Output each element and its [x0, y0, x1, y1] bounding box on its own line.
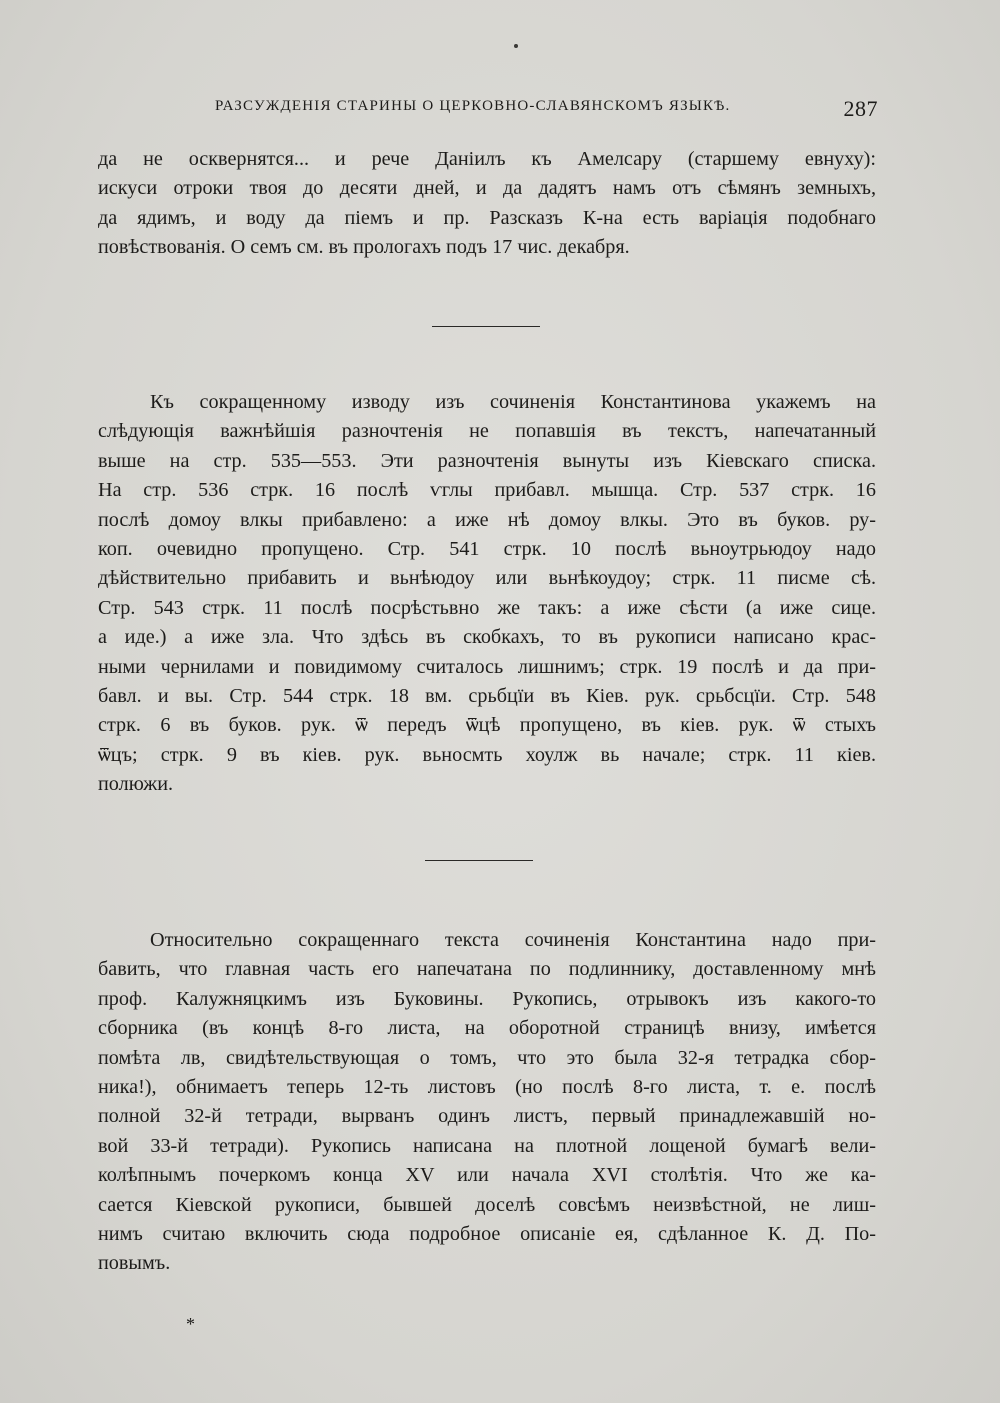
text-line: сборника (въ концѣ 8-го листа, на оборотной страницѣ внизу, имѣется	[98, 1017, 876, 1040]
text-line: нимъ считаю включить сюда подробное описаніе ея, сдѣланное К. Д. По-	[98, 1223, 876, 1246]
text-line: полной 32-й тетради, вырванъ одинъ листъ, первый принадлежавшій но-	[98, 1105, 876, 1128]
page-number: 287	[843, 96, 878, 121]
text-line: да не осквернятся... и рече Даніилъ къ Амелсару (старшему евнуху):	[98, 148, 876, 170]
text-line: повымъ.	[98, 1252, 171, 1275]
text-line: проф. Калужняцкимъ изъ Буковины. Рукопись, отрывокъ изъ какого-то	[98, 987, 876, 1010]
text-line: вой 33-й тетради). Рукопись написана на плотной лощеной бумагѣ вели-	[98, 1134, 876, 1157]
paragraph-2	[98, 388, 876, 800]
text-line: бавить, что главная часть его напечатана по подлиннику, доставленному мнѣ	[98, 958, 876, 981]
paragraph-3	[98, 926, 876, 1279]
text-line: повѣствованія. О семъ см. въ прологахъ подъ 17 чис. декабря.	[98, 236, 630, 259]
section-divider	[425, 860, 533, 861]
paragraph-1	[98, 145, 876, 263]
text-line: искуси отроки твоя до десяти дней, и да дадятъ намъ отъ сѣмянъ земныхъ,	[98, 177, 876, 200]
text-line: коп. очевидно пропущено. Стр. 541 стрк. 10 послѣ вьноутрьюдоу надо	[98, 538, 876, 561]
print-speck	[514, 44, 518, 48]
text-line: выше на стр. 535—553. Эти разночтенія вынуты изъ Кіевскаго списка.	[98, 449, 876, 472]
text-line: сается Кіевской рукописи, бывшей доселѣ совсѣмъ неизвѣстной, не лиш-	[98, 1193, 876, 1216]
text-line: послѣ домоу влкы прибавлено: а иже нѣ домоу влкы. Это въ буков. ру-	[98, 508, 876, 531]
text-line: да ядимъ, и воду да піемъ и пр. Разсказъ К-на есть варіація подобнаго	[98, 206, 876, 229]
text-line: Стр. 543 стрк. 11 послѣ посрѣстьвно же такъ: а иже сѣсти (а иже сице.	[98, 596, 876, 619]
text-line: ѿцъ; стрк. 9 въ кіев. рук. вьносмть хоулж вь начале; стрк. 11 кіев.	[98, 743, 876, 766]
text-line: дѣйствительно прибавить и вьнѣюдоу или вьнѣкоудоу; стрк. 11 писме сѣ.	[98, 567, 876, 590]
text-line: стрк. 6 въ буков. рук. ѿ передъ ѿцѣ пропущено, въ кіев. рук. ѿ стыхъ	[98, 714, 876, 737]
text-line: слѣдующія важнѣйшія разночтенія не попавшія въ текстъ, напечатанный	[98, 420, 876, 443]
running-title: РАЗСУЖДЕНІЯ СТАРИНЫ О ЦЕРКОВНО-СЛАВЯНСКОМЪ ЯЗЫКѢ.	[215, 98, 731, 114]
text-line: ника!), обнимаетъ теперь 12-ть листовъ (но послѣ 8-го листа, т. е. послѣ	[98, 1076, 876, 1099]
footnote-marker: *	[186, 1314, 195, 1334]
text-line: а иде.) а иже зла. Что здѣсь въ скобкахъ, то въ рукописи написано крас-	[98, 626, 876, 649]
text-line: помѣта лв, свидѣтельствующая о томъ, что это была 32-я тетрадка сбор-	[98, 1046, 876, 1069]
text-line: На стр. 536 стрк. 16 послѣ ѵглы прибавл. мышца. Стр. 537 стрк. 16	[98, 479, 876, 502]
text-line: Относительно сокращеннаго текста сочиненія Константина надо при-	[150, 929, 876, 951]
text-line: Къ сокращенному изводу изъ сочиненія Константинова укажемъ на	[150, 391, 876, 413]
text-line: ными чернилами и повидимому считалось лишнимъ; стрк. 19 послѣ и да при-	[98, 655, 876, 678]
text-line: полюжи.	[98, 773, 174, 796]
section-divider	[432, 326, 540, 327]
text-line: колѣпнымъ почеркомъ конца XV или начала XVI столѣтія. Что же ка-	[98, 1164, 876, 1187]
text-line: бавл. и вы. Стр. 544 стрк. 18 вм. срьбцїи въ Кіев. рук. срьбсцїи. Стр. 548	[98, 685, 876, 708]
